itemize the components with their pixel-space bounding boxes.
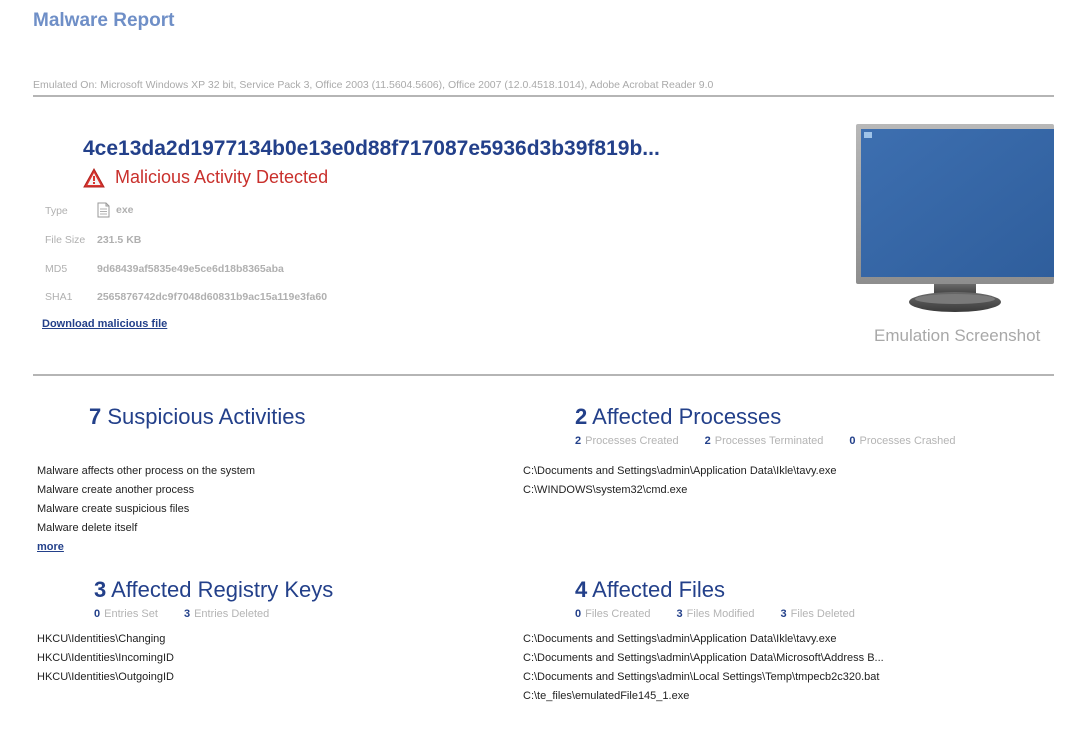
registry-count: 3 [94,577,107,602]
type-value [97,202,134,218]
files-title: Affected Files [592,577,726,602]
processes-stats [575,435,956,447]
suspicious-title: Suspicious Activities [107,404,306,429]
type-value-text: exe [116,204,134,216]
registry-stats [94,608,269,620]
top-divider [33,95,1054,97]
type-label: Type [45,205,68,217]
files-count: 4 [575,577,588,602]
processes-created-stat: 2 Processes Created [575,435,679,447]
list-item: C:\WINDOWS\system32\cmd.exe [523,484,688,496]
list-item: HKCU\Identities\IncomingID [37,652,174,664]
list-item: Malware affects other process on the system [37,465,256,477]
list-item: HKCU\Identities\OutgoingID [37,671,174,683]
entries-deleted-stat: 3 Entries Deleted [183,608,270,620]
list-item: C:\Documents and Settings\admin\Application Data\Microsoft\Address B... [523,652,884,664]
report-title: Malware Report [33,10,175,31]
files-deleted-stat: 3 Files Deleted [780,608,855,620]
files-created-stat: 0 Files Created [575,608,651,620]
processes-terminated-stat: 2 Processes Terminated [704,435,824,447]
entries-set-stat: 0 Entries Set [94,608,158,620]
list-item: Malware create suspicious files [37,503,190,515]
list-item: HKCU\Identities\Changing [37,633,166,645]
list-item: C:\Documents and Settings\admin\Application Data\Ikle\tavy.exe [523,465,837,477]
affected-files-heading [575,577,725,603]
list-item: C:\Documents and Settings\admin\Local Settings\Temp\tmpecb2c320.bat [523,671,880,683]
alert-text: Malicious Activity Detected [115,167,329,187]
affected-processes-list [523,462,836,500]
processes-count: 2 [575,404,588,429]
emulation-screenshot-caption: Emulation Screenshot [874,326,1041,345]
affected-registry-list [37,630,174,687]
middle-divider [33,374,1054,376]
files-modified-stat: 3 Files Modified [676,608,755,620]
size-label: File Size [45,234,86,246]
list-item: C:\Documents and Settings\admin\Application Data\Ikle\tavy.exe [523,633,837,645]
warning-icon [83,168,105,188]
sha1-label: SHA1 [45,291,73,303]
download-malicious-file-link[interactable]: Download malicious file [42,318,168,330]
md5-value: 9d68439af5835e49e5ce6d18b8365aba [97,263,284,275]
emulated-on-text: Emulated On: Microsoft Windows XP 32 bit, Service Pack 3, Office 2003 (11.5604.5606), Office 2007 (12.0.4518.1014), Adobe Acrobat Reader 9.0 [33,79,714,91]
more-link[interactable]: more [37,541,64,553]
processes-crashed-stat: 0 Processes Crashed [849,435,956,447]
list-item: Malware create another process [37,484,195,496]
md5-label: MD5 [45,263,68,275]
processes-title: Affected Processes [592,404,782,429]
registry-title: Affected Registry Keys [111,577,334,602]
affected-files-list [523,630,884,706]
sha1-value: 2565876742dc9f7048d60831b9ac15a119e3fa60 [97,291,328,303]
affected-registry-heading [94,577,333,603]
monitor-icon[interactable] [856,124,1054,316]
suspicious-count: 7 [89,404,102,429]
files-stats [575,608,855,620]
suspicious-activities-heading [89,404,305,430]
malicious-alert [83,167,328,188]
list-item: C:\te_files\emulatedFile145_1.exe [523,690,690,702]
size-value: 231.5 KB [97,234,142,246]
document-icon [97,202,110,218]
affected-processes-heading [575,404,781,430]
file-hash: 4ce13da2d1977134b0e13e0d88f717087e5936d3b39f819b... [83,137,660,160]
list-item: Malware delete itself [37,522,138,534]
suspicious-activities-list [37,462,255,538]
